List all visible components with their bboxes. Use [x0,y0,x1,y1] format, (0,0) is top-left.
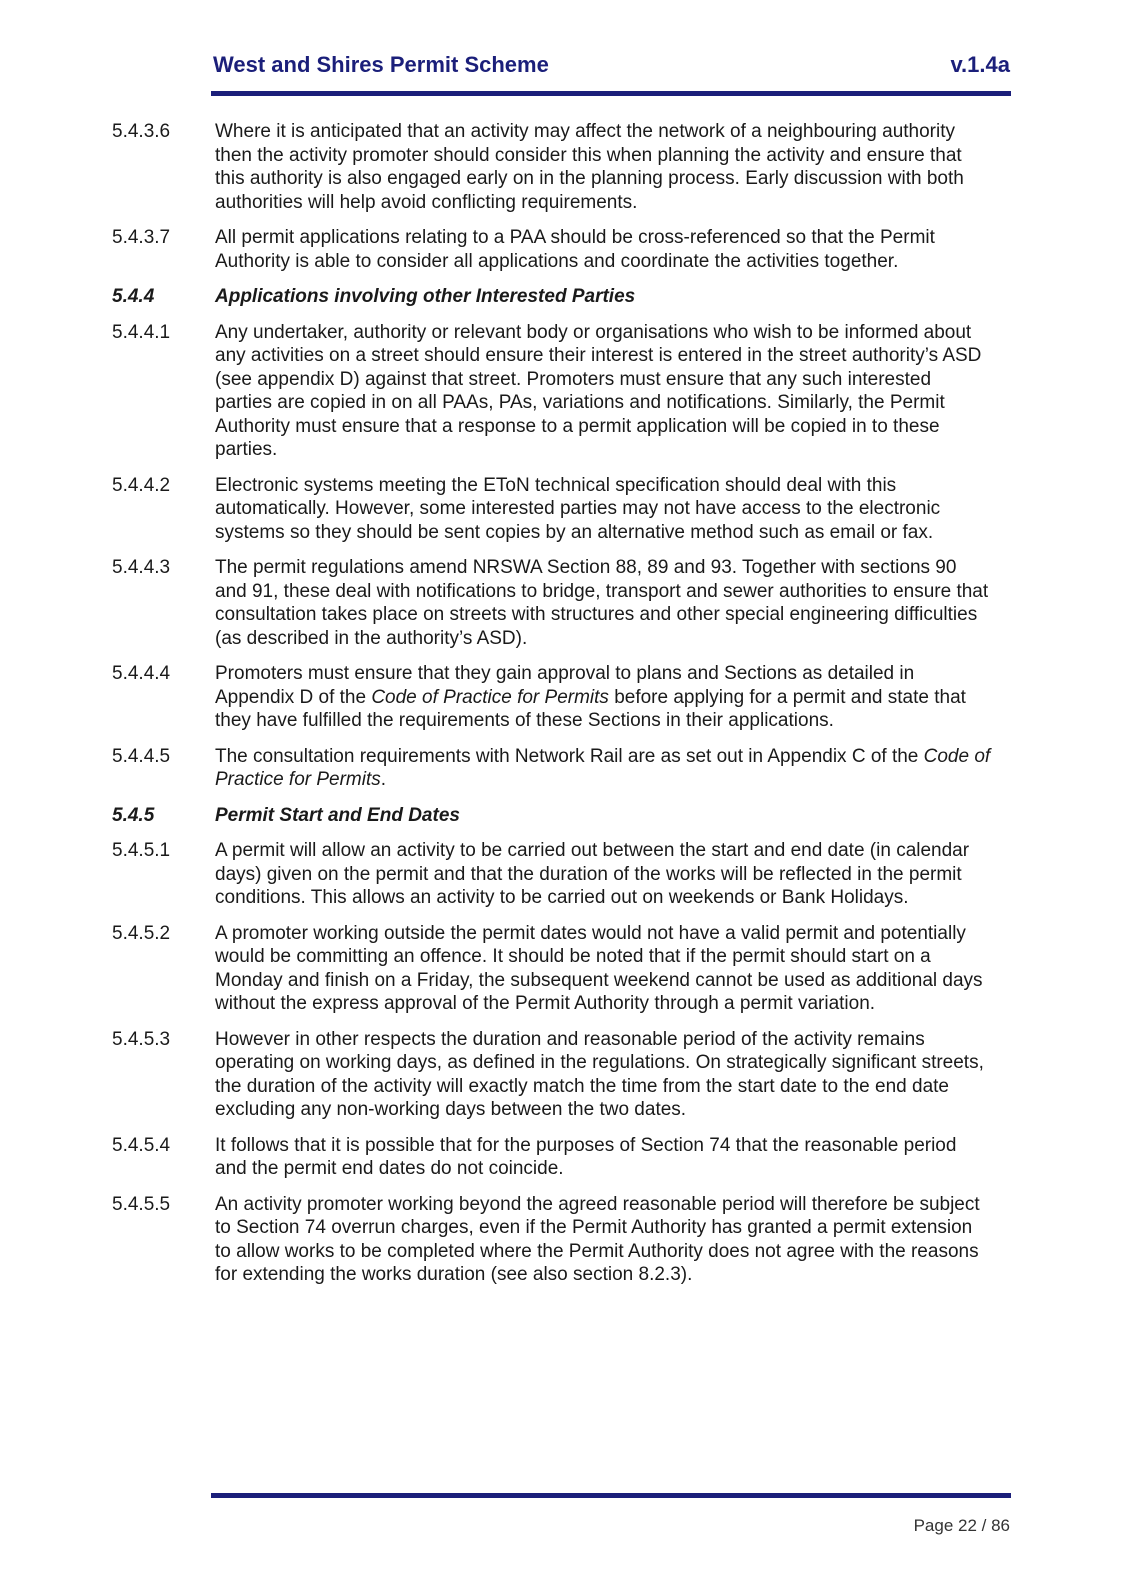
section-title: Applications involving other Interested Parties [215,286,636,307]
paragraph-5-4-5-5 [112,1193,992,1287]
paragraph-text: All permit applications relating to a PAA should be cross-referenced so that the Permit Authority is able to consider all applications and coordinate the activities together. [215,227,935,272]
paragraph-number: 5.4.5.3 [112,1028,171,1050]
paragraph-text: However in other respects the duration and reasonable period of the activity remains operating on working days, as defined in the regulations. On strategically significant streets, the duration of the activity will exactly match the time from the start date to the end date excluding any non-working days between the two dates. [215,1028,984,1120]
section-heading-5-4-5 [112,804,992,828]
paragraph-text: It follows that it is possible that for the purposes of Section 74 that the reasonable period and the permit end dates do not coincide. [215,1134,957,1179]
paragraph-5-4-4-4 [112,662,992,733]
paragraph-text: The permit regulations amend NRSWA Section 88, 89 and 93. Together with sections 90 and 91, these deal with notifications to bridge, transport and sewer authorities to ensure that consultation takes place on streets with structures and other special engineering difficulties (as described in the authority’s ASD). [215,557,989,649]
text-segment: Promoters must ensure that they gain approval to plans and Sections as detailed in Appendix D of the [215,663,915,708]
paragraph-number: 5.4.5.1 [112,840,171,861]
paragraph-text: An activity promoter working beyond the agreed reasonable period will therefore be subject to Section 74 overrun charges, even if the Permit Authority has granted a permit extension to allow works to be completed where the Permit Authority does not agree with the reasons for extending the works duration (see also section 8.2.3). [215,1193,980,1285]
paragraph-number: 5.4.4.4 [112,663,171,684]
section-number: 5.4.5 [112,804,155,826]
paragraph-number: 5.4.5.2 [112,922,171,944]
document-title: West and Shires Permit Scheme [213,52,549,77]
text-segment: before applying for a permit and state that they have fulfilled the requirements of these Sections in their applications. [215,686,966,731]
paragraph-number: 5.4.3.7 [112,227,171,248]
paragraph-5-4-5-1 [112,839,992,910]
paragraph-5-4-5-3 [112,1028,992,1122]
document-body [112,120,992,1299]
document-version: v.1.4a [950,52,1010,77]
paragraph-5-4-3-6 [112,120,992,214]
paragraph-text: Electronic systems meeting the EToN technical specification should deal with this automatically. However, some interested parties may not have access to the electronic systems so they should be sent copies by an alternative method such as email or fax. [215,474,941,543]
section-heading-5-4-4 [112,285,992,309]
text-segment: The consultation requirements with Network Rail are as set out in Appendix C of the [215,745,924,767]
paragraph-number: 5.4.3.6 [112,121,171,142]
paragraph-number: 5.4.4.5 [112,745,171,767]
page-header [213,52,1010,96]
paragraph-text: Any undertaker, authority or relevant body or organisations who wish to be informed about any activities on a street should ensure their interest is entered in the street authority’s ASD (see appendix D) against that street. Promoters must ensure that any such interested parties are copied in on all PAAs, PAs, variations and notifications. Similarly, the Permit Authority must ensure that a response to a permit application will be copied in to these parties. [215,321,982,460]
paragraph-text: A permit will allow an activity to be carried out between the start and end date (in calendar days) given on the permit and that the duration of the works will be reflected in the permit conditions. This allows an activity to be carried out on weekends or Bank Holidays. [215,840,970,908]
paragraph-text [215,745,992,792]
text-segment: . [380,769,387,790]
paragraph-number: 5.4.5.4 [112,1134,171,1156]
paragraph-text: A promoter working outside the permit dates would not have a valid permit and potentially would be committing an offence. It should be noted that if the permit should start on a Monday and finish on a Friday, the subsequent weekend cannot be used as additional days without the express approval of the Permit Authority through a permit variation. [215,922,983,1014]
paragraph-number: 5.4.4.2 [112,474,171,496]
paragraph-5-4-5-4 [112,1134,992,1181]
paragraph-5-4-3-7 [112,226,992,273]
paragraph-number: 5.4.4.1 [112,321,171,343]
header-divider [211,91,1011,96]
paragraph-5-4-4-2 [112,474,992,545]
paragraph-number: 5.4.5.5 [112,1193,171,1215]
footer-divider [211,1493,1011,1498]
paragraph-5-4-4-5 [112,745,992,792]
paragraph-text [215,662,992,733]
paragraph-5-4-4-1 [112,321,992,462]
page-number: Page 22 / 86 [913,1516,1010,1535]
paragraph-text: Where it is anticipated that an activity may affect the network of a neighbouring authority then the activity promoter should consider this when planning the activity and ensure that this authority is also engaged early on in the planning process. Early discussion with both authorities will help avoid conflicting requirements. [215,121,964,213]
document-reference: Code of Practice for Permits [371,686,609,708]
section-title: Permit Start and End Dates [215,804,460,826]
paragraph-5-4-5-2 [112,922,992,1016]
paragraph-number: 5.4.4.3 [112,557,171,578]
document-reference: Code of Practice for Permits [215,745,991,790]
paragraph-5-4-4-3 [112,556,992,650]
section-number: 5.4.4 [112,286,155,307]
